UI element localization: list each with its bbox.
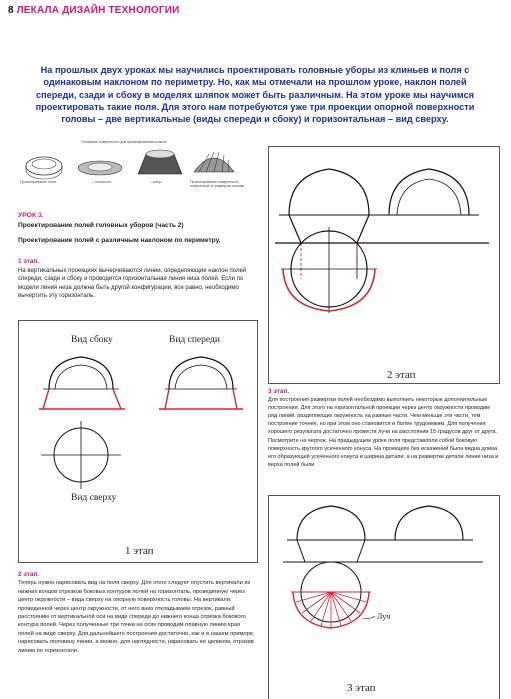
intro-paragraph: На прошлых двух уроках мы научились проектировать головные уборы из клиньев и поля с одинаковым наклоном по периметру. Но, как мы отмечали на прошлом уроке, наклон полей спереди, сзади и сбоку в моделях шляпок может быть различным. На этом уроке мы научимся проектировать такие поля. Для этого нам потребуются уже три проекции опорной поверхности головы – две вертикальные (виды спереди и сбоку) и горизонтальная – вид сверху. <box>35 65 475 125</box>
surface-caption-4: Проектирование поверхности, полученной по развертке шляпки <box>190 180 245 188</box>
diagram-stage1 <box>18 320 258 563</box>
caption-stage3: 3 этап <box>347 682 376 694</box>
diagram-stage3 <box>268 495 500 699</box>
lesson-subtitle-2: Проектирование полей с различным наклоном по периметру. <box>18 237 221 244</box>
stage3-text: Для построения развертки полей необходимо выполнить некоторые дополнительные построения. Для этого на горизонтальной проекции через центр окружности проводим ряд линий, разделяющих окружность на равные части. Чем меньше эти части, тем построение точнее, но при этом оно становится и более трудоемким. Для получения хорошего результата достаточно провести лучи на расстоянии 15 градусов друг от друга. Посмотрите на чертеж. На предыдущем уроке поля представляли собой боковую поверхность круглого усеченного конуса. На проекциях без искажений была видна длина его образующей усеченного конуса и ширина детали, а на развертке детали линии низа и верха полей были <box>268 397 499 468</box>
stage2-label: 2 этап. <box>18 571 40 578</box>
stage1-label: 1 этап. <box>18 258 40 265</box>
caption-stage1: 1 этап <box>125 545 154 557</box>
stage1-section <box>18 258 258 301</box>
surfaces-caption: Основные поверхности для проектирования шляпок <box>81 140 167 144</box>
label-side-view: Вид сбоку <box>71 335 113 345</box>
caption-stage2: 2 этап <box>387 369 416 381</box>
stage3-section <box>268 388 500 469</box>
lesson-label: УРОК 3. <box>18 212 44 219</box>
stage1-drawing <box>19 321 259 564</box>
surface-caption-3: – конус <box>150 180 162 184</box>
lesson-subtitle: Проектирование полей головных уборов (часть 2) <box>18 222 184 229</box>
surface-caption-1: Проектирование поля <box>20 180 56 184</box>
surface-caption-2: – плоскость <box>92 180 112 184</box>
surfaces-figure-row <box>14 140 249 195</box>
label-ray: Луч <box>377 612 391 621</box>
lesson-heading <box>18 211 258 245</box>
stage2-drawing <box>269 147 501 385</box>
stage2-section <box>18 571 256 655</box>
stage3-label: 3 этап. <box>268 388 290 395</box>
stage1-text: На вертикальных проекциях вычерчиваются линии, определяющие наклон полей спереди, сзади и сбоку и проводится горизонтальная линия низа полей. Если по модели линия низа должна быть другой конфигурации, все равно, необходимо вычертить эту горизонталь. <box>18 267 247 300</box>
label-top-view: Вид сверху <box>71 493 117 503</box>
diagram-stage2 <box>268 146 500 384</box>
stage2-text: Теперь нужно нарисовать вид на поля сверху. Для этого следует опустить вертикали из нижних концов отрезков боковых контуров полей на горизонталь, проведенную через центр окружности – вида сверху на опорную поверхность головы. На вертикали, проведенной через центр окружности, от него вниз откладываем отрезок, равный расстоянию от вертикальной оси на виде спереди до нижнего конца отрезка бокового контура полей. Через полученные три точки на осях проводим плавную линию края полей на виде сверху. Для дальнейшего построения достаточно, как и в нашем примере, нарисовать половину линии, а можно, для наглядности, нарисовать ее целиком, отразив линию по горизонтали. <box>18 580 255 654</box>
magazine-title: ЛЕКАЛА ДИЗАЙН ТЕХНОЛОГИИ <box>16 5 180 16</box>
page-header <box>8 3 180 18</box>
stage3-drawing <box>269 496 501 699</box>
page-number: 8 <box>8 5 14 16</box>
label-front-view: Вид спереди <box>169 335 220 345</box>
